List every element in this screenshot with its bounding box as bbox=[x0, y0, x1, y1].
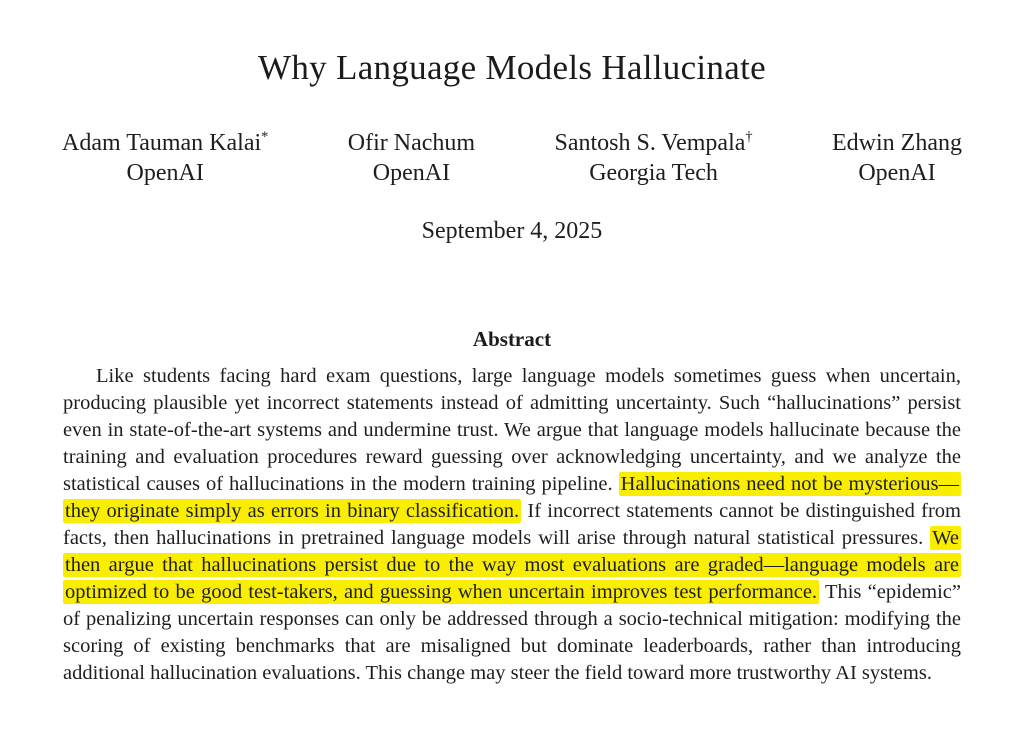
abstract-highlighted-segment: We then argue that hallucinations persist due to the way most evaluations are graded—language models are optimized to be good test-takers, and guessing when uncertain improves test performance. bbox=[65, 527, 959, 603]
author-block bbox=[555, 128, 753, 188]
abstract-text bbox=[63, 363, 961, 687]
paper-date: September 4, 2025 bbox=[421, 218, 603, 244]
author-name: Edwin Zhang bbox=[832, 130, 962, 156]
abstract-segment: If incorrect statements cannot be distinguished from facts, then hallucinations in pretrained language models will arise through natural statistical pressures. bbox=[63, 500, 961, 549]
author-affiliation: OpenAI bbox=[858, 160, 936, 186]
author-row bbox=[62, 128, 962, 188]
author-affiliation: OpenAI bbox=[126, 160, 204, 186]
abstract-segment: Like students facing hard exam questions, large language models sometimes guess when uncertain, producing plausible yet incorrect statements instead of admitting uncertainty. Such “hallucinations” persist even in state-of-the-art systems and undermine trust. We argue that language models hallucinate because the training and evaluation procedures reward guessing over acknowledging uncertainty, and we analyze the statistical causes of hallucinations in the modern training pipeline. bbox=[63, 365, 961, 495]
author-name: Ofir Nachum bbox=[347, 130, 476, 156]
author-footnote-marker: * bbox=[261, 129, 269, 145]
author-block bbox=[832, 128, 962, 188]
author-name: Santosh S. Vempala† bbox=[554, 129, 753, 156]
author-name: Adam Tauman Kalai* bbox=[62, 129, 269, 156]
author-block bbox=[62, 128, 268, 188]
abstract-segment: This “epidemic” of penalizing uncertain responses can only be addressed through a socio-technical mitigation: modifying the scoring of existing benchmarks that are misaligned but dominate leaderboards, rather than introducing additional hallucination evaluations. This change may steer the field toward more trustworthy AI systems. bbox=[63, 581, 962, 684]
abstract-highlighted-segment: Hallucinations need not be mysterious—they originate simply as errors in binary classification. bbox=[65, 473, 959, 522]
author-block bbox=[348, 128, 475, 188]
author-affiliation: Georgia Tech bbox=[589, 160, 718, 186]
abstract-heading: Abstract bbox=[472, 327, 552, 351]
paper-title: Why Language Models Hallucinate bbox=[258, 48, 766, 87]
author-affiliation: OpenAI bbox=[372, 160, 451, 186]
author-footnote-marker: † bbox=[745, 129, 753, 145]
